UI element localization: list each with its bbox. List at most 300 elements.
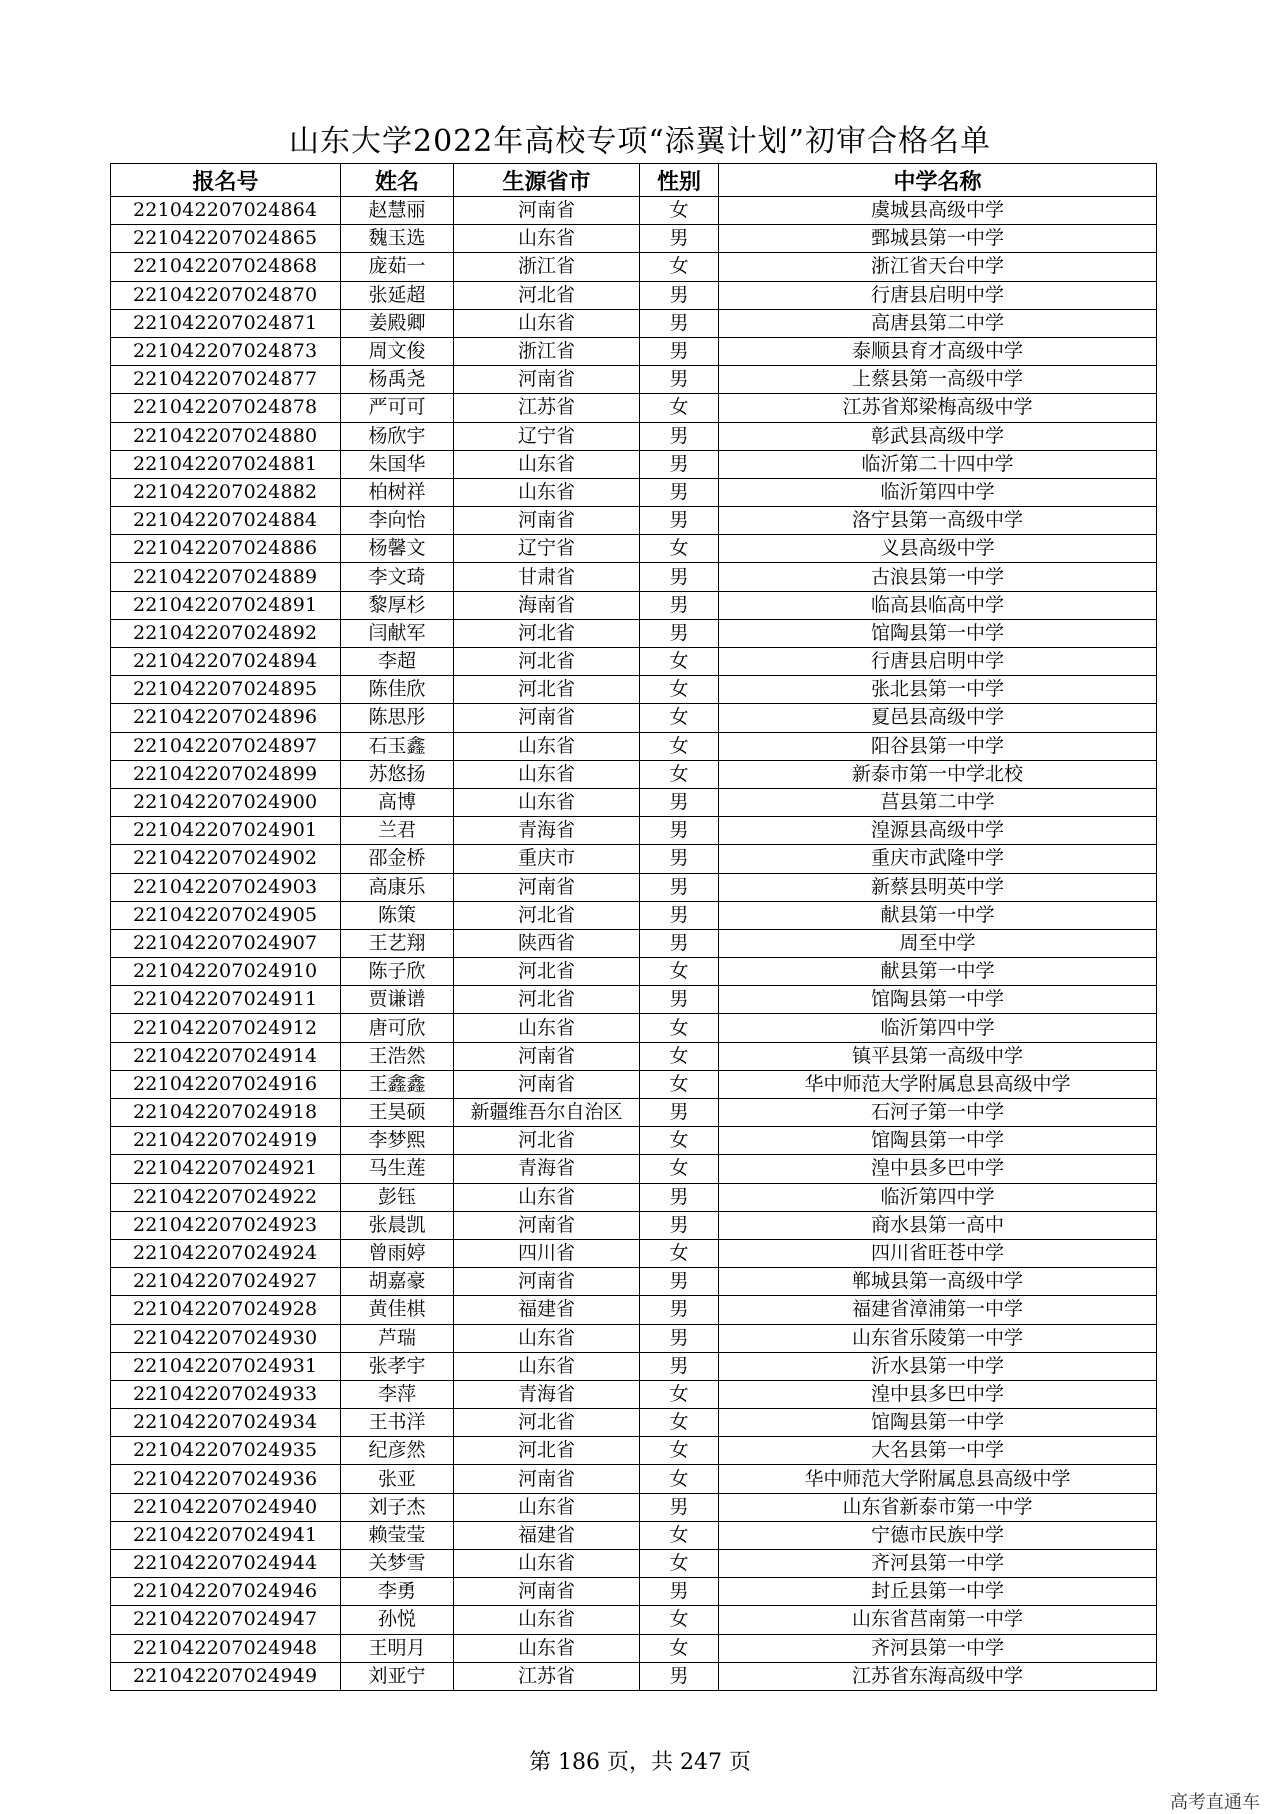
province-cell: 河南省 <box>454 1465 640 1493</box>
school-cell: 临沂第四中学 <box>719 478 1157 506</box>
school-cell: 沂水县第一中学 <box>719 1352 1157 1380</box>
school-cell: 郸城县第一高级中学 <box>719 1268 1157 1296</box>
registration-number-cell: 221042207024911 <box>111 986 341 1014</box>
table-row <box>111 1550 1157 1578</box>
name-cell: 苏悠扬 <box>341 760 454 788</box>
table-row <box>111 704 1157 732</box>
table-row <box>111 450 1157 478</box>
registration-number-cell: 221042207024870 <box>111 281 341 309</box>
name-cell: 杨禹尧 <box>341 366 454 394</box>
province-cell: 福建省 <box>454 1521 640 1549</box>
registration-number-cell: 221042207024927 <box>111 1268 341 1296</box>
name-cell: 杨欣宇 <box>341 422 454 450</box>
gender-cell: 女 <box>640 1155 719 1183</box>
table-row <box>111 1296 1157 1324</box>
name-cell: 杨馨文 <box>341 535 454 563</box>
school-cell: 新蔡县明英中学 <box>719 873 1157 901</box>
school-cell: 阳谷县第一中学 <box>719 732 1157 760</box>
name-cell: 王明月 <box>341 1634 454 1662</box>
school-cell: 宁德市民族中学 <box>719 1521 1157 1549</box>
table-row <box>111 648 1157 676</box>
name-cell: 张孝宇 <box>341 1352 454 1380</box>
province-cell: 江苏省 <box>454 394 640 422</box>
school-cell: 虞城县高级中学 <box>719 197 1157 225</box>
province-cell: 河南省 <box>454 366 640 394</box>
table-row <box>111 1380 1157 1408</box>
name-cell: 朱国华 <box>341 450 454 478</box>
registration-number-cell: 221042207024873 <box>111 337 341 365</box>
school-cell: 石河子第一中学 <box>719 1099 1157 1127</box>
school-cell: 张北县第一中学 <box>719 676 1157 704</box>
registration-number-cell: 221042207024933 <box>111 1380 341 1408</box>
name-cell: 陈子欣 <box>341 958 454 986</box>
province-cell: 山东省 <box>454 1352 640 1380</box>
province-cell: 河南省 <box>454 507 640 535</box>
school-cell: 行唐县启明中学 <box>719 281 1157 309</box>
province-cell: 青海省 <box>454 1380 640 1408</box>
table-row <box>111 478 1157 506</box>
name-cell: 刘子杰 <box>341 1493 454 1521</box>
province-cell: 山东省 <box>454 1014 640 1042</box>
gender-cell: 女 <box>640 1042 719 1070</box>
gender-cell: 女 <box>640 958 719 986</box>
gender-cell: 男 <box>640 1324 719 1352</box>
province-cell: 河南省 <box>454 873 640 901</box>
gender-cell: 女 <box>640 535 719 563</box>
name-cell: 姜殿卿 <box>341 309 454 337</box>
name-cell: 王书洋 <box>341 1409 454 1437</box>
school-cell: 山东省新泰市第一中学 <box>719 1493 1157 1521</box>
name-cell: 芦瑞 <box>341 1324 454 1352</box>
gender-cell: 女 <box>640 1606 719 1634</box>
school-cell: 重庆市武隆中学 <box>719 845 1157 873</box>
province-cell: 河北省 <box>454 958 640 986</box>
gender-cell: 女 <box>640 1409 719 1437</box>
name-cell: 王艺翔 <box>341 929 454 957</box>
gender-cell: 男 <box>640 478 719 506</box>
gender-cell: 女 <box>640 1070 719 1098</box>
school-cell: 四川省旺苍中学 <box>719 1239 1157 1267</box>
name-cell: 纪彦然 <box>341 1437 454 1465</box>
registration-number-cell: 221042207024895 <box>111 676 341 704</box>
gender-cell: 女 <box>640 394 719 422</box>
table-row <box>111 845 1157 873</box>
table-row <box>111 1634 1157 1662</box>
province-cell: 河北省 <box>454 676 640 704</box>
gender-cell: 女 <box>640 253 719 281</box>
registration-number-cell: 221042207024884 <box>111 507 341 535</box>
table-row <box>111 1239 1157 1267</box>
name-cell: 李梦熙 <box>341 1127 454 1155</box>
school-cell: 泰顺县育才高级中学 <box>719 337 1157 365</box>
name-cell: 柏树祥 <box>341 478 454 506</box>
table-row <box>111 197 1157 225</box>
gender-cell: 男 <box>640 845 719 873</box>
school-cell: 湟中县多巴中学 <box>719 1155 1157 1183</box>
table-row <box>111 788 1157 816</box>
gender-cell: 女 <box>640 1239 719 1267</box>
gender-cell: 男 <box>640 422 719 450</box>
school-cell: 镇平县第一高级中学 <box>719 1042 1157 1070</box>
table-row <box>111 591 1157 619</box>
registration-number-cell: 221042207024923 <box>111 1211 341 1239</box>
registration-number-cell: 221042207024921 <box>111 1155 341 1183</box>
registration-number-cell: 221042207024931 <box>111 1352 341 1380</box>
name-cell: 彭钰 <box>341 1183 454 1211</box>
document-title: 山东大学2022年高校专项“添翼计划”初审合格名单 <box>288 124 992 159</box>
registration-number-cell: 221042207024900 <box>111 788 341 816</box>
name-cell: 周文俊 <box>341 337 454 365</box>
name-cell: 曾雨婷 <box>341 1239 454 1267</box>
column-header-school: 中学名称 <box>719 164 1157 197</box>
table-row <box>111 1183 1157 1211</box>
table-row <box>111 337 1157 365</box>
table-row <box>111 225 1157 253</box>
registration-number-cell: 221042207024896 <box>111 704 341 732</box>
school-cell: 洛宁县第一高级中学 <box>719 507 1157 535</box>
name-cell: 魏玉选 <box>341 225 454 253</box>
registration-number-cell: 221042207024949 <box>111 1662 341 1690</box>
table-row <box>111 873 1157 901</box>
name-cell: 李向怡 <box>341 507 454 535</box>
gender-cell: 男 <box>640 563 719 591</box>
table-row <box>111 1662 1157 1690</box>
province-cell: 辽宁省 <box>454 422 640 450</box>
registration-number-cell: 221042207024941 <box>111 1521 341 1549</box>
registration-number-cell: 221042207024912 <box>111 1014 341 1042</box>
registration-number-cell: 221042207024889 <box>111 563 341 591</box>
name-cell: 邵金桥 <box>341 845 454 873</box>
province-cell: 山东省 <box>454 450 640 478</box>
table-row <box>111 1127 1157 1155</box>
registration-number-cell: 221042207024894 <box>111 648 341 676</box>
registration-number-cell: 221042207024877 <box>111 366 341 394</box>
province-cell: 河北省 <box>454 619 640 647</box>
table-row <box>111 817 1157 845</box>
gender-cell: 男 <box>640 1296 719 1324</box>
school-cell: 莒县第二中学 <box>719 788 1157 816</box>
province-cell: 辽宁省 <box>454 535 640 563</box>
registration-number-cell: 221042207024946 <box>111 1578 341 1606</box>
registration-number-cell: 221042207024934 <box>111 1409 341 1437</box>
column-header-name: 姓名 <box>341 164 454 197</box>
province-cell: 河北省 <box>454 1409 640 1437</box>
school-cell: 华中师范大学附属息县高级中学 <box>719 1070 1157 1098</box>
name-cell: 孙悦 <box>341 1606 454 1634</box>
school-cell: 新泰市第一中学北校 <box>719 760 1157 788</box>
registration-number-cell: 221042207024882 <box>111 478 341 506</box>
name-cell: 陈策 <box>341 901 454 929</box>
registration-number-cell: 221042207024948 <box>111 1634 341 1662</box>
province-cell: 河北省 <box>454 1127 640 1155</box>
name-cell: 张延超 <box>341 281 454 309</box>
registration-number-cell: 221042207024940 <box>111 1493 341 1521</box>
registration-number-cell: 221042207024905 <box>111 901 341 929</box>
table-row <box>111 1409 1157 1437</box>
registration-number-cell: 221042207024914 <box>111 1042 341 1070</box>
province-cell: 新疆维吾尔自治区 <box>454 1099 640 1127</box>
roster-table <box>110 163 1157 1691</box>
gender-cell: 女 <box>640 197 719 225</box>
registration-number-cell: 221042207024865 <box>111 225 341 253</box>
name-cell: 李勇 <box>341 1578 454 1606</box>
name-cell: 高博 <box>341 788 454 816</box>
school-cell: 上蔡县第一高级中学 <box>719 366 1157 394</box>
province-cell: 浙江省 <box>454 253 640 281</box>
table-row <box>111 1437 1157 1465</box>
school-cell: 夏邑县高级中学 <box>719 704 1157 732</box>
school-cell: 江苏省东海高级中学 <box>719 1662 1157 1690</box>
school-cell: 义县高级中学 <box>719 535 1157 563</box>
column-header-registration-number: 报名号 <box>111 164 341 197</box>
gender-cell: 男 <box>640 591 719 619</box>
school-cell: 商水县第一高中 <box>719 1211 1157 1239</box>
page-number: 第 186 页，共 247 页 <box>529 1750 751 1775</box>
name-cell: 陈思彤 <box>341 704 454 732</box>
gender-cell: 男 <box>640 281 719 309</box>
school-cell: 临高县临高中学 <box>719 591 1157 619</box>
province-cell: 河北省 <box>454 986 640 1014</box>
table-row <box>111 958 1157 986</box>
province-cell: 山东省 <box>454 1183 640 1211</box>
province-cell: 河南省 <box>454 1042 640 1070</box>
table-row <box>111 1042 1157 1070</box>
table-row <box>111 1352 1157 1380</box>
gender-cell: 女 <box>640 732 719 760</box>
school-cell: 彰武县高级中学 <box>719 422 1157 450</box>
registration-number-cell: 221042207024902 <box>111 845 341 873</box>
table-row <box>111 1155 1157 1183</box>
province-cell: 山东省 <box>454 225 640 253</box>
province-cell: 陕西省 <box>454 929 640 957</box>
registration-number-cell: 221042207024916 <box>111 1070 341 1098</box>
table-row <box>111 1465 1157 1493</box>
name-cell: 庞茹一 <box>341 253 454 281</box>
gender-cell: 男 <box>640 507 719 535</box>
registration-number-cell: 221042207024947 <box>111 1606 341 1634</box>
gender-cell: 男 <box>640 1211 719 1239</box>
registration-number-cell: 221042207024903 <box>111 873 341 901</box>
registration-number-cell: 221042207024910 <box>111 958 341 986</box>
gender-cell: 男 <box>640 986 719 1014</box>
school-cell: 江苏省郑梁梅高级中学 <box>719 394 1157 422</box>
province-cell: 河南省 <box>454 704 640 732</box>
school-cell: 高唐县第二中学 <box>719 309 1157 337</box>
name-cell: 石玉鑫 <box>341 732 454 760</box>
table-row <box>111 1578 1157 1606</box>
name-cell: 闫献军 <box>341 619 454 647</box>
school-cell: 湟中县多巴中学 <box>719 1380 1157 1408</box>
name-cell: 张亚 <box>341 1465 454 1493</box>
table-row <box>111 901 1157 929</box>
name-cell: 关梦雪 <box>341 1550 454 1578</box>
column-header-province: 生源省市 <box>454 164 640 197</box>
gender-cell: 女 <box>640 1437 719 1465</box>
province-cell: 山东省 <box>454 1606 640 1634</box>
province-cell: 山东省 <box>454 1550 640 1578</box>
registration-number-cell: 221042207024864 <box>111 197 341 225</box>
province-cell: 重庆市 <box>454 845 640 873</box>
table-row <box>111 676 1157 704</box>
watermark: 高考直通车 <box>1170 1792 1260 1813</box>
registration-number-cell: 221042207024886 <box>111 535 341 563</box>
table-row <box>111 1268 1157 1296</box>
name-cell: 王昊硕 <box>341 1099 454 1127</box>
gender-cell: 女 <box>640 1521 719 1549</box>
gender-cell: 女 <box>640 1014 719 1042</box>
school-cell: 封丘县第一中学 <box>719 1578 1157 1606</box>
registration-number-cell: 221042207024936 <box>111 1465 341 1493</box>
province-cell: 河南省 <box>454 1268 640 1296</box>
table-row <box>111 309 1157 337</box>
school-cell: 湟源县高级中学 <box>719 817 1157 845</box>
province-cell: 河南省 <box>454 1211 640 1239</box>
name-cell: 兰君 <box>341 817 454 845</box>
school-cell: 古浪县第一中学 <box>719 563 1157 591</box>
gender-cell: 女 <box>640 1465 719 1493</box>
province-cell: 山东省 <box>454 1634 640 1662</box>
province-cell: 四川省 <box>454 1239 640 1267</box>
name-cell: 王浩然 <box>341 1042 454 1070</box>
province-cell: 青海省 <box>454 817 640 845</box>
table-row <box>111 253 1157 281</box>
gender-cell: 男 <box>640 1662 719 1690</box>
name-cell: 贾谦谱 <box>341 986 454 1014</box>
school-cell: 馆陶县第一中学 <box>719 619 1157 647</box>
table-row <box>111 1211 1157 1239</box>
school-cell: 鄄城县第一中学 <box>719 225 1157 253</box>
table-row <box>111 1606 1157 1634</box>
table-row <box>111 986 1157 1014</box>
gender-cell: 男 <box>640 1183 719 1211</box>
gender-cell: 男 <box>640 1268 719 1296</box>
gender-cell: 男 <box>640 788 719 816</box>
gender-cell: 男 <box>640 901 719 929</box>
table-row <box>111 760 1157 788</box>
school-cell: 福建省漳浦第一中学 <box>719 1296 1157 1324</box>
name-cell: 陈佳欣 <box>341 676 454 704</box>
table-row <box>111 507 1157 535</box>
school-cell: 馆陶县第一中学 <box>719 1409 1157 1437</box>
province-cell: 山东省 <box>454 1493 640 1521</box>
school-cell: 浙江省天台中学 <box>719 253 1157 281</box>
table-row <box>111 732 1157 760</box>
table-row <box>111 394 1157 422</box>
school-cell: 临沂第四中学 <box>719 1014 1157 1042</box>
gender-cell: 男 <box>640 1493 719 1521</box>
table-row <box>111 929 1157 957</box>
registration-number-cell: 221042207024944 <box>111 1550 341 1578</box>
table-row <box>111 422 1157 450</box>
school-cell: 临沂第二十四中学 <box>719 450 1157 478</box>
column-header-gender: 性别 <box>640 164 719 197</box>
name-cell: 王鑫鑫 <box>341 1070 454 1098</box>
registration-number-cell: 221042207024928 <box>111 1296 341 1324</box>
school-cell: 献县第一中学 <box>719 901 1157 929</box>
school-cell: 临沂第四中学 <box>719 1183 1157 1211</box>
province-cell: 山东省 <box>454 760 640 788</box>
province-cell: 浙江省 <box>454 337 640 365</box>
province-cell: 河北省 <box>454 281 640 309</box>
name-cell: 李萍 <box>341 1380 454 1408</box>
table-row <box>111 281 1157 309</box>
registration-number-cell: 221042207024935 <box>111 1437 341 1465</box>
province-cell: 山东省 <box>454 732 640 760</box>
province-cell: 山东省 <box>454 309 640 337</box>
school-cell: 齐河县第一中学 <box>719 1634 1157 1662</box>
registration-number-cell: 221042207024892 <box>111 619 341 647</box>
gender-cell: 男 <box>640 1099 719 1127</box>
school-cell: 大名县第一中学 <box>719 1437 1157 1465</box>
name-cell: 李文琦 <box>341 563 454 591</box>
school-cell: 周至中学 <box>719 929 1157 957</box>
table-row <box>111 1099 1157 1127</box>
school-cell: 齐河县第一中学 <box>719 1550 1157 1578</box>
gender-cell: 女 <box>640 1127 719 1155</box>
registration-number-cell: 221042207024878 <box>111 394 341 422</box>
gender-cell: 男 <box>640 337 719 365</box>
province-cell: 河南省 <box>454 1578 640 1606</box>
registration-number-cell: 221042207024871 <box>111 309 341 337</box>
province-cell: 河南省 <box>454 197 640 225</box>
name-cell: 刘亚宁 <box>341 1662 454 1690</box>
table-row <box>111 619 1157 647</box>
gender-cell: 男 <box>640 619 719 647</box>
school-cell: 馆陶县第一中学 <box>719 986 1157 1014</box>
name-cell: 严可可 <box>341 394 454 422</box>
table-row <box>111 366 1157 394</box>
school-cell: 山东省莒南第一中学 <box>719 1606 1157 1634</box>
registration-number-cell: 221042207024907 <box>111 929 341 957</box>
gender-cell: 男 <box>640 366 719 394</box>
gender-cell: 男 <box>640 1578 719 1606</box>
table-row <box>111 1521 1157 1549</box>
gender-cell: 男 <box>640 309 719 337</box>
gender-cell: 女 <box>640 676 719 704</box>
table-row <box>111 1014 1157 1042</box>
province-cell: 河北省 <box>454 901 640 929</box>
table-row <box>111 1493 1157 1521</box>
name-cell: 唐可欣 <box>341 1014 454 1042</box>
gender-cell: 男 <box>640 817 719 845</box>
registration-number-cell: 221042207024924 <box>111 1239 341 1267</box>
province-cell: 福建省 <box>454 1296 640 1324</box>
name-cell: 张晨凯 <box>341 1211 454 1239</box>
gender-cell: 男 <box>640 450 719 478</box>
school-cell: 山东省乐陵第一中学 <box>719 1324 1157 1352</box>
province-cell: 山东省 <box>454 788 640 816</box>
registration-number-cell: 221042207024880 <box>111 422 341 450</box>
gender-cell: 男 <box>640 1352 719 1380</box>
name-cell: 黄佳棋 <box>341 1296 454 1324</box>
province-cell: 河北省 <box>454 648 640 676</box>
province-cell: 青海省 <box>454 1155 640 1183</box>
school-cell: 华中师范大学附属息县高级中学 <box>719 1465 1157 1493</box>
table-header-row <box>111 164 1157 197</box>
province-cell: 河南省 <box>454 1070 640 1098</box>
name-cell: 黎厚杉 <box>341 591 454 619</box>
registration-number-cell: 221042207024919 <box>111 1127 341 1155</box>
gender-cell: 男 <box>640 929 719 957</box>
registration-number-cell: 221042207024918 <box>111 1099 341 1127</box>
province-cell: 甘肃省 <box>454 563 640 591</box>
gender-cell: 男 <box>640 873 719 901</box>
name-cell: 李超 <box>341 648 454 676</box>
registration-number-cell: 221042207024930 <box>111 1324 341 1352</box>
province-cell: 河北省 <box>454 1437 640 1465</box>
gender-cell: 男 <box>640 225 719 253</box>
name-cell: 高康乐 <box>341 873 454 901</box>
